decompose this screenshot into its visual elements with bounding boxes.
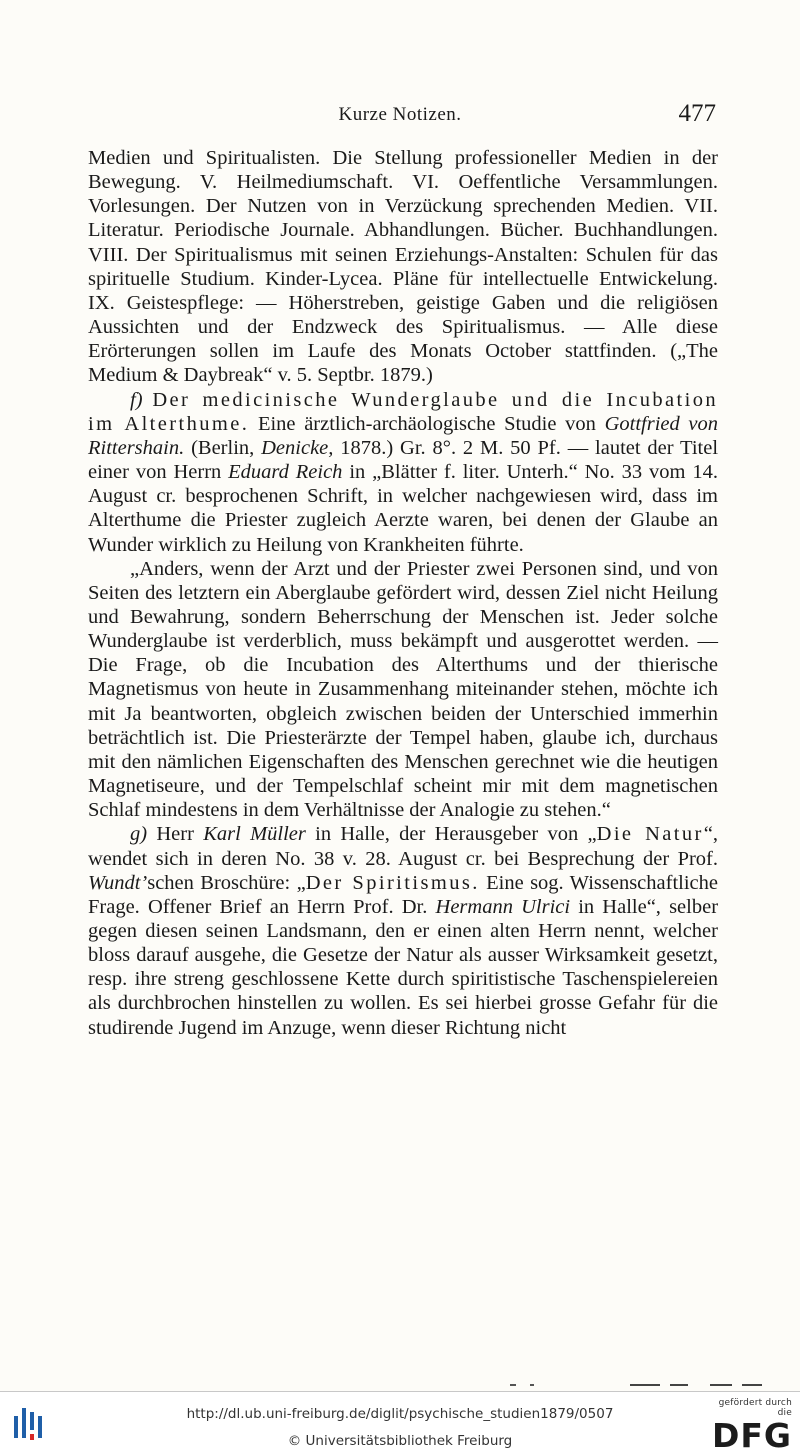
paragraph-g [88, 822, 718, 1039]
journal-title: Die Natur [596, 823, 704, 846]
text-segment: schen Broschüre: „ [147, 871, 306, 894]
person-ulrici: Hermann Ulrici [435, 895, 571, 918]
running-head [0, 100, 800, 132]
section-label-g: g) [130, 823, 148, 846]
paragraph-f [88, 388, 718, 557]
permalink-url[interactable]: http://dl.ub.uni-freiburg.de/diglit/psychische_studien1879/0507 [186, 1406, 614, 1422]
reviewer-name: Eduard Reich [228, 461, 343, 484]
section-label-f: f) [130, 388, 143, 411]
copyright-notice: © Universitätsbibliothek Freiburg [287, 1433, 513, 1449]
footer-bar [0, 1392, 800, 1454]
person-wundt: Wundt’ [88, 871, 148, 894]
scan-artifact-marks [510, 1383, 770, 1387]
text-segment: Eine ärztlich-archäologische Studie von [257, 412, 596, 435]
paragraph-quote: „Anders, wenn der Arzt und der Priester zwei Personen sind, und von Seiten des letztern ein Aberglaube gefördert wird, dessen Ziel nicht Heilung und Bewahrung, sondern Beherrschung der Menschen ist. Jeder solche Wunderglaube ist verderblich, muss bekämpft und ausgerottet werden. — Die Frage, ob die Incubation des Alterthums und der thierische Magnetismus von heute in Zusammenhang miteinander stehen, möchte ich mit Ja beantworten, obgleich zwischen beiden der Unterschied immerhin beträchtlich ist. Die Priesterärzte der Tempel haben, glaube ich, durchaus mit den nämlichen Eigenschaften des Menschen gerechnet wie die heutigen Magnetiseure, und der Tempelschlaf scheint mir mit dem magnetischen Schlaf mindestens in dem Verhältnisse der Analogie zu stehen.“ [88, 557, 718, 822]
person-karl-mueller: Karl Müller [203, 823, 306, 846]
body-text [88, 146, 718, 1040]
text-segment: in Halle, der Herausgeber von „ [315, 823, 597, 846]
publisher-name: Denicke, [261, 436, 334, 459]
text-segment: Herr [156, 823, 194, 846]
paragraph-continuation: Medien und Spiritualisten. Die Stellung professioneller Medien in der Bewegung. V. Heilmediumschaft. VI. Oeffentliche Versammlungen. Vorlesungen. Der Nutzen von in Verzückung sprechenden Medien. VII. Literatur. Periodische Journale. Abhandlungen. Bücher. Buchhandlungen. VIII. Der Spiritualismus mit seinen Erziehungs-Anstalten: Schulen für das spirituelle Studium. Kinder-Lycea. Pläne für intellectuelle Entwickelung. IX. Geistespflege: — Höherstreben, geistige Gaben und die religiösen Aussichten und der Endzweck des Spiritualismus. — Alle diese Erörterungen sollen im Laufe des Monats October stattfinden. („The Medium & Daybreak“ v. 5. Septbr. 1879.) [88, 147, 718, 387]
text-segment: in „Blätter f. liter. Unterh.“ No. 33 vom 14. August cr. besprochenen Schrift, in welcher nachgewiesen wird, dass im Alterthume die Priester zugleich Aerzte waren, bei denen der Glaube an Wunder wirklich zu Heilung von Krankheiten führte. [88, 461, 718, 556]
page-number: 477 [678, 100, 716, 127]
text-segment: in Halle“, selber gegen diesen seinen Landsmann, den er einen alten Herrn nennt, welcher bloss darauf ausgehe, die Gesetze der Natur als ausser Wirksamkeit gesetzt, resp. ihre streng geschlossene Kette durch spiritistische Taschenspielereien als durchbrochen hinstellen zu wollen. Es sei hierbei grosse Gefahr für die studirende Jugend im Anzuge, wenn dieser Richtung nicht [88, 895, 719, 1039]
dfg-logo [706, 1398, 792, 1455]
dfg-wordmark: DFG [711, 1416, 792, 1455]
text-segment: Eine sog. Wissenschaftliche Frage. Offener Brief an Herrn Prof. Dr. [88, 871, 718, 918]
dfg-funding-note: gefördert durch die [718, 1398, 792, 1418]
text-segment: “, wendet sich in deren No. 38 v. 28. August cr. bei Besprechung der Prof. [88, 823, 718, 870]
spaced-title-spiritismus: Der Spiritismus. [305, 871, 480, 894]
running-title: Kurze Notizen. [338, 104, 462, 125]
text-segment: (Berlin, [191, 436, 255, 459]
text-segment: 1878.) Gr. 8°. 2 M. 50 Pf. — lautet der Titel einer von Herrn [88, 436, 719, 484]
author-name: Gottfried von Rittershain. [88, 412, 719, 459]
spaced-title-wunderglaube: Der medicinische Wunderglaube und die Incubation im Alterthume. [88, 388, 719, 435]
